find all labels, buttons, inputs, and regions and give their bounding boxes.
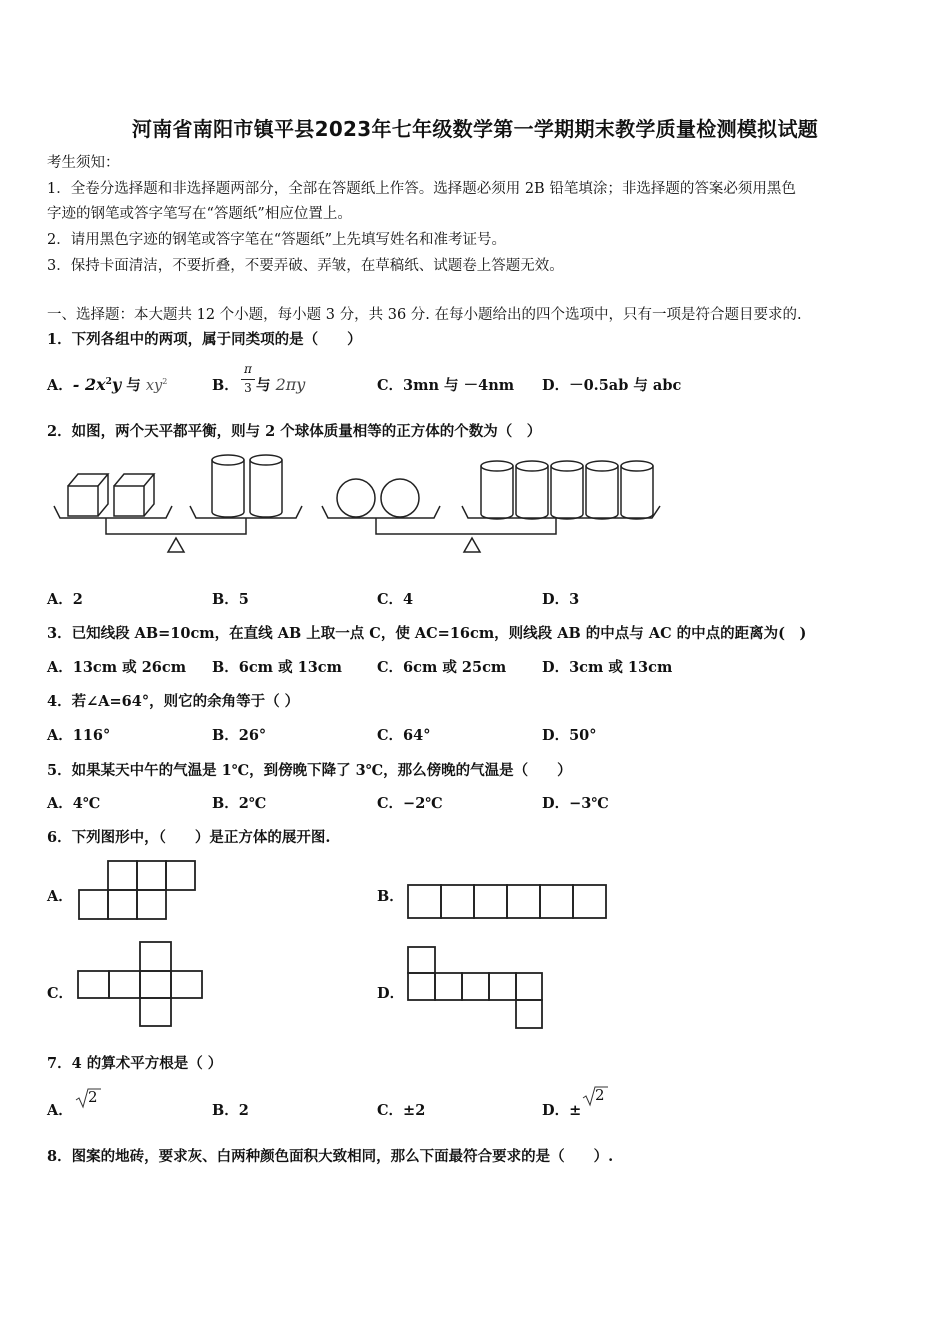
q1-option-d: D．－0.5ab 与 abc	[542, 377, 682, 394]
q7-option-b: B．2	[212, 1102, 249, 1119]
cylinder-5	[551, 461, 583, 519]
q6-option-d: D．	[377, 985, 405, 1002]
notice-line-3: 3．保持卡面清洁，不要折叠，不要弄破、弄皱，在草稿纸、试题卷上答题无效。	[47, 258, 564, 274]
q8-stem: 8．图案的地砖，要求灰、白两种颜色面积大致相同，那么下面最符合要求的是（ ）.	[47, 1148, 614, 1165]
q6-option-c: C．	[47, 985, 74, 1002]
q1-a-exp: 2	[105, 377, 112, 388]
balance1-beam	[106, 518, 246, 534]
notice-line-2: 2．请用黑色字迹的钢笔或答字笔在“答题纸”上先填写姓名和准考证号。	[47, 232, 507, 248]
q2-stem: 2．如图，两个天平都平衡，则与 2 个球体质量相等的正方体的个数为（ ）	[47, 423, 542, 440]
q1-b-right: 2πy	[275, 375, 306, 394]
q7-a-radicand: 2	[88, 1088, 98, 1106]
q7-option-c: C．±2	[377, 1102, 426, 1119]
q2-option-b: B．5	[212, 591, 249, 608]
q5-option-d: D．−3℃	[542, 795, 609, 812]
q6-net-c	[76, 940, 206, 1030]
q4-stem: 4．若∠A=64°，则它的余角等于（ ）	[47, 693, 300, 710]
q1-b-rest	[256, 374, 305, 395]
q7-stem: 7．4 的算术平方根是（ ）	[47, 1055, 223, 1072]
q1-b-numerator: π	[244, 362, 252, 376]
q4-option-a: A．116°	[47, 727, 111, 744]
cylinder-6	[586, 461, 618, 519]
q2-option-c: C．4	[377, 591, 414, 608]
q4-option-c: C．64°	[377, 727, 431, 744]
q6-net-b	[406, 882, 610, 920]
page-title: 河南省南阳市镇平县2023年七年级数学第一学期期末教学质量检测模拟试题	[131, 117, 819, 141]
q3-option-d: D．3cm 或 13cm	[542, 659, 673, 676]
q1-stem: 1．下列各组中的两项，属于同类项的是（ ）	[47, 331, 362, 348]
q2-option-a: A．2	[47, 591, 83, 608]
q1-option-b	[212, 374, 239, 395]
q5-option-a: A．4℃	[47, 795, 101, 812]
q1-option-c: C．3mn 与 －4nm	[377, 377, 515, 394]
q3-option-a: A．13cm 或 26cm	[47, 659, 187, 676]
notice-line-1b: 字迹的钢笔或答字笔写在“答题纸”相应位置上。	[47, 206, 352, 222]
notice-line-1a: 1．全卷分选择题和非选择题两部分，全部在答题纸上作答。选择题必须用 2B 铅笔填涂；非选择题的答案必须用黑色	[47, 181, 796, 197]
q6-option-a: A．	[47, 888, 73, 905]
balance2-right-pan	[462, 506, 660, 518]
q7-d-radicand: 2	[595, 1086, 605, 1104]
q6-option-b: B．	[377, 888, 404, 905]
q6-stem: 6．下列图形中，（ ）是正方体的展开图.	[47, 829, 331, 846]
sphere-2	[381, 479, 419, 517]
cylinder-1	[212, 455, 244, 517]
q1-a-right: xy	[145, 378, 163, 394]
q3-stem: 3．已知线段 AB=10cm，在直线 AB 上取一点 C，使 AC=16cm，则线段 AB 的中点与 AC 的中点的距离为( )	[47, 625, 807, 642]
q7-option-d: D．±	[542, 1102, 582, 1119]
q2-option-d: D．3	[542, 591, 580, 608]
q1-option-a	[47, 374, 167, 395]
balance2-beam	[376, 518, 556, 534]
q5-option-c: C．−2℃	[377, 795, 443, 812]
cylinder-3	[481, 461, 513, 519]
q1-b-label: B．	[212, 377, 239, 394]
q1-a-with: 与	[121, 377, 146, 394]
balance1-fulcrum	[168, 538, 184, 552]
q6-net-d	[406, 945, 546, 1031]
q5-option-b: B．2℃	[212, 795, 267, 812]
notice-heading: 考生须知：	[47, 155, 120, 171]
q5-stem: 5．如果某天中午的气温是 1℃，到傍晚下降了 3℃，那么傍晚的气温是（ ）	[47, 762, 572, 779]
balance1-right-pan	[190, 506, 302, 518]
q3-option-c: C．6cm 或 25cm	[377, 659, 507, 676]
cylinder-4	[516, 461, 548, 519]
sphere-1	[337, 479, 375, 517]
q7-option-a: A．	[47, 1102, 73, 1119]
section-heading: 一、选择题：本大题共 12 个小题，每小题 3 分，共 36 分. 在每小题给出的四个选项中，只有一项是符合题目要求的.	[47, 307, 802, 323]
q1-b-denominator: 3	[244, 381, 252, 395]
q1-a-left: - 2x	[72, 375, 106, 394]
q6-net-a	[76, 858, 198, 922]
q1-b-with: 与	[256, 377, 276, 394]
q1-a-y: y	[111, 375, 122, 394]
q4-option-d: D．50°	[542, 727, 597, 744]
cube-1	[68, 474, 108, 516]
q1-a-right-exp: 2	[162, 377, 168, 387]
cylinder-2	[250, 455, 282, 517]
q4-option-b: B．26°	[212, 727, 267, 744]
q1-a-label: A．	[47, 377, 73, 394]
cylinder-7	[621, 461, 653, 519]
q1-b-fraction-bar	[241, 379, 255, 380]
q3-option-b: B．6cm 或 13cm	[212, 659, 342, 676]
cube-2	[114, 474, 154, 516]
q2-balance-figure	[50, 448, 670, 564]
balance2-fulcrum	[464, 538, 480, 552]
